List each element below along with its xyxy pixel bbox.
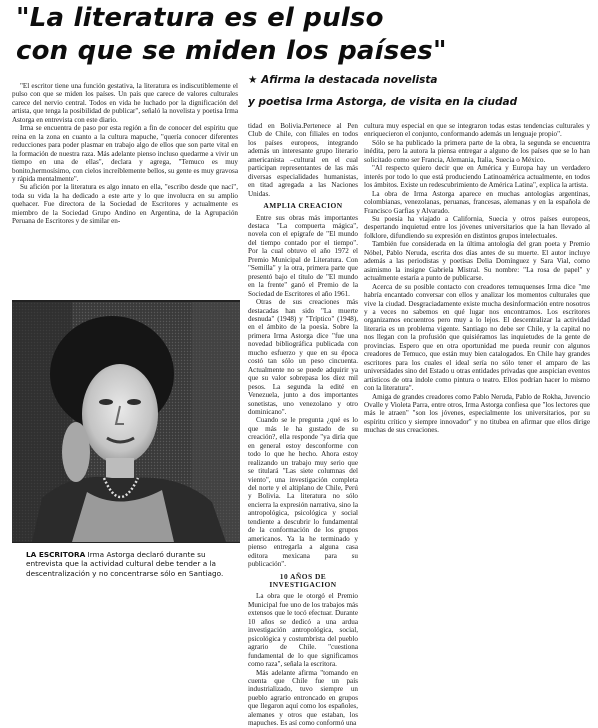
section-heading: AMPLIA CREACION: [263, 201, 343, 211]
paragraph: Cuando se le pregunta ¿qué es lo que más le ha gustado de su creación?, ella responde "ya diría que en general estoy desconforme con todo lo que he hecho. Ahora estoy realizando un trabajo muy serio que se titulará "Las siete columnas del viento", una investigación completa del norte y el altiplano de Chile, Perú y Bolivia. La literatura no sólo encierra la expresión narrativa, sino la antropológica, psicológica y social tendiente a descubrir lo fundamental de la conformación de los grupos americanos. Ya la he terminado y pienso entregarla a alguna casa editora mexicana para su publicación".: [248, 416, 358, 569]
paragraph: cultura muy especial en que se integraron todas estas tendencias culturales y enriquecieron el conjunto, conformando además un lenguaje propio".: [364, 122, 590, 139]
paragraph: Irma se encuentra de paso por esta región a fin de conocer del espíritu que reina en la zona en cuanto a la cultura mapuche, "quería conocer diferentes reducciones para poder plasmar en trabajo algo de ellos que son parte vital en la formación de nuestra raza. Más adelante pienso incluso quedarme a vivir un tiempo en una de ellas", declara y agrega, "Temuco es muy bonito,hermosísimo, con cielos increíblemente bellos, su gente es muy gravosa y rápida mentalmente".: [12, 124, 238, 183]
paragraph: Su afición por la literatura es algo innato en ella, "escribo desde que nací", toda su vida la ha dedicado a este arte y lo que involucra en su amplio quehacer. Fue directora de la Sociedad de Escritores y actualmente es miembro de la Sociedad Grupo Andino en Argentina, de la Agrupación Peruana de Escritores y de similar en-: [12, 183, 238, 226]
author-photo: [12, 300, 240, 543]
paragraph: Su poesía ha viajado a California, Suecia y otros países europeos, despertando inquietud entre los jóvenes universitarios que la han llevado al folklore, difundiendo su expresión en distintos grupos intelectuales.: [364, 214, 590, 240]
paragraph: Más adelante afirma "tomando en cuenta que Chile fue un país industrializado, tuvo siempre un pueblo agrario entroncado en grupos que llegaron aquí como los españoles, alemanes y otros que estaban, los mapuches. Es así como conformó una: [248, 668, 358, 728]
paragraph: "Al respecto quiero decir que en América y Europa hay un verdadero interés por todo lo que está produciendo Latinoamérica actualmente, en todos los ámbitos. Existe un redescubrimiento de América Latina", explica la artista.: [364, 164, 590, 190]
photo-caption: [26, 550, 238, 578]
article-column-2: [248, 122, 358, 728]
paragraph: Sólo se ha publicado la primera parte de la obra, la segunda se encuentra inédita, pero la autora la piensa entregar a alguno de los países que se lo han solicitado como ser Francia, Alemania, Italia, Suecia o México.: [364, 138, 590, 164]
caption-label: LA ESCRITORA: [26, 550, 86, 559]
caption-text: Irma Astorga declaró durante su entrevista que la actividad cultural debe tender a la descentralización y no concentrarse sólo en Santiago.: [26, 550, 224, 578]
section-heading: 10 AÑOS DE INVESTIGACION: [269, 571, 337, 590]
headline-line-2: con que se miden los países": [16, 36, 447, 66]
paragraph: La obra de Irma Astorga aparece en muchas antologías argentinas, colombianas, venezolanas, peruanas, francesas, alemanas y en la española de Francisco Garfias y Alvarado.: [364, 189, 590, 215]
article-column-1: [12, 82, 238, 297]
paragraph: La obra que le otorgó el Premio Municipal fue uno de los trabajos más extensos que le tocó efectuar. Durante 10 años se dedicó a una ardua investigación antropológica, social, psicológica y costumbrista del pueblo agrario de Chile. "cuestiona fundamental de lo que significamos como raza", señala la escritora.: [248, 592, 358, 669]
subheadline-line-2: y poetisa Irma Astorga, de visita en la ciudad: [248, 96, 518, 108]
article-column-3: [364, 122, 590, 594]
headline-line-1: "La literatura es el pulso: [16, 3, 384, 33]
paragraph: También fue considerada en la última antología del gran poeta y Premio Nóbel, Pablo Neruda, escrita dos días antes de su muerte. El autor incluye además a las periodistas y poetisas Delia Domínguez y Sara Vial, como asimismo la insigne Gabriela Mistral. Su nombre: "La rosa de papel" y actualmente estaría a punto de publicarse.: [364, 240, 590, 283]
paragraph: Otras de sus creaciones más destacadas han sido "La muerte desnuda" (1948) y "Tríptico" (1948), en el ámbito de la poesía. Sobre la primera Irma Astorga dice "fue una novedad bibliográfica publicada con mucho esfuerzo y que en su época costó tan sólo un peso cincuenta. Actualmente no se puede adquirir ya que su valor sobrepasa los diez mil pesos. La segunda la edité en Venezuela, junto a dos importantes sonetistas, uno venezolano y otro dominicano".: [248, 298, 358, 416]
headline: [16, 2, 596, 68]
paragraph: Entre sus obras más importantes destaca "La compuerta mágica", novela con el epígrafe de "El mundo del tiempo contado por el tiempo". Por la cual obtuvo el año 1972 el Premio Municipal de Literatura. Con "Semilla" y la otra, primera parte que presentó bajo el título de "El mundo en la frente" ganó el Premio de la Sociedad de Escritores el año 1961.: [248, 213, 358, 298]
author-photo-image: [12, 302, 240, 542]
subheadline-line-1: ★ Afirma la destacada novelista: [248, 74, 438, 86]
paragraph: tidad en Bolivia.Pertenece al Pen Club de Chile, con filiales en todos los países europeos, integrando además un interesante grupo literario americanista –cultural en el cual participan representantes de las más diversas especialidades humanistas, en titad agregada a las Naciones Unidas.: [248, 122, 358, 198]
paragraph: "El escritor tiene una función gestativa, la literatura es indiscutiblemente el pulso con que se miden los países. Un país que carece de valores culturales carece del nervio central. Todos en vida he luchado por la dignificación del artista, que tenga la posibilidad de publicar", señaló la novelista y poetisa Irma Astorga en entrevista con este diario.: [12, 82, 238, 124]
paragraph: Amiga de grandes creadores como Pablo Neruda, Pablo de Rokha, Juvencio Ovalle y Violeta Parra, entre otros, Irma Astorga confiesa que "los lectores que más le atraen" "son los jóvenes, especialmente los universitarios, por su espíritu crítico y siempre innovador" y no titubea en afirmar que ellos dirige muchas de sus creaciones.: [364, 392, 590, 435]
paragraph: Acerca de su posible contacto con creadores temuquenses Irma dice "me habría encantado conversar con ellos y analizar los momentos culturales que vive la ciudad. Desgraciadamente existe mucha desinformación entre nosotros y a veces no sabemos en qué lugar nos encontramos. Los escritores organizamos encuentros pero muy a lo lejos. El descentralizar la actividad literaria es un problema vigente. Santiago no debe ser Chile, y la capital no nos llegan con la profusión que quisiéramos las inquietudes de la gente de provincias. Espero que en otra oportunidad me pueda reunir con algunos creadores de Temuco, que están muy bien catalogados. En Chile hay grandes escritores para los cuales el ideal sería no sólo tener el amparo de las universidades sino del Estado u otras entidades privadas que auspician eventos artísticos de otra índole como pintura o teatro. Ellos podrían hacer lo mismo con la literatura".: [364, 282, 590, 393]
